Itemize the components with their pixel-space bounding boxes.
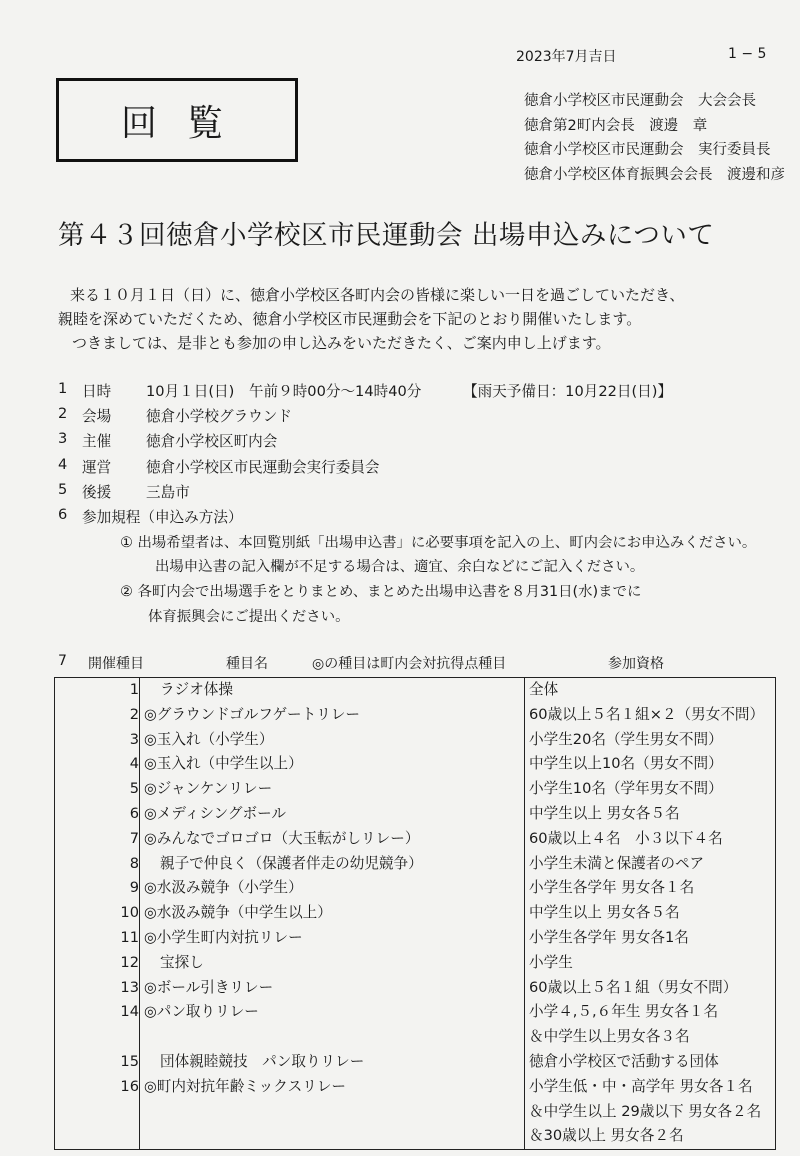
eligibility-line: 全体 xyxy=(529,681,559,698)
eligibility-line: 小学生未満と保護者のペア xyxy=(529,854,705,872)
event-number: 2 xyxy=(129,705,139,723)
item-label: 会場 xyxy=(82,408,112,425)
sender-line: 徳倉小学校区体育振興会会長 渡邊和彦 xyxy=(524,167,785,183)
eligibility-line: 中学生以上10名（男女不問） xyxy=(529,755,723,773)
item-value: 10月１日(日) 午前９時00分～14時40分 xyxy=(146,383,422,400)
event-names-cell xyxy=(140,678,525,1150)
scoring-mark: ◎ xyxy=(144,755,157,773)
document-title: 第４３回徳倉小学校区市民運動会 出場申込みについて xyxy=(58,220,715,251)
event-name xyxy=(140,901,524,926)
event-name xyxy=(140,852,524,877)
item-number: 7 xyxy=(58,653,67,669)
event-name xyxy=(140,752,524,777)
event-name-text: 小学生町内対抗リレー xyxy=(156,928,303,946)
scoring-mark: ◎ xyxy=(144,904,157,922)
event-number xyxy=(55,1124,139,1149)
event-number: 3 xyxy=(129,730,139,748)
scoring-mark: ◎ xyxy=(144,978,157,996)
sender-line: 徳倉小学校区市民運動会 大会会長 xyxy=(524,93,756,109)
event-name-text: メディシングボール xyxy=(156,804,286,822)
item-label: 参加規程（申込み方法） xyxy=(82,509,243,526)
event-name-text: 団体親睦競技 パン取りリレー xyxy=(160,1052,365,1070)
item-number: 5 xyxy=(58,481,68,498)
item-operator xyxy=(58,456,558,476)
event-name xyxy=(140,703,524,728)
event-name-text: ラジオ体操 xyxy=(160,681,233,698)
event-name-text: みんなでゴロゴロ（大玉転がしリレー） xyxy=(156,829,420,847)
eligibility-line: 中学生以上 男女各５名 xyxy=(529,804,680,822)
item-label: 後援 xyxy=(82,484,112,501)
item-value: 徳倉小学校区市民運動会実行委員会 xyxy=(146,459,380,476)
intro-line: 親睦を深めていただくため、徳倉小学校区市民運動会を下記のとおり開催いたします。 xyxy=(58,310,642,328)
event-number: 14 xyxy=(120,1003,139,1021)
event-name-text: グラウンドゴルフゲートリレー xyxy=(156,705,361,723)
event-number xyxy=(55,1100,139,1125)
eligibility-line: 小学生各学年 男女各１名 xyxy=(529,879,695,897)
event-number: 5 xyxy=(129,780,139,798)
eligibility-line: 小学生10名（学年男女不問） xyxy=(529,780,723,798)
rain-date: 【雨天予備日：10月22日(日)】 xyxy=(463,383,673,400)
eligibility-line: ＆中学生以上男女各３名 xyxy=(529,1028,690,1046)
event-name xyxy=(140,876,524,901)
eligibility-line: 小学生各学年 男女各1名 xyxy=(529,928,689,946)
event-name-text: 水汲み競争（中学生以上） xyxy=(156,904,332,922)
column-eligibility: 参加資格 xyxy=(608,656,664,672)
event-number: 16 xyxy=(120,1077,139,1095)
events-table xyxy=(54,677,776,1150)
event-name xyxy=(140,1124,524,1149)
event-number: 6 xyxy=(129,804,139,822)
event-name-text: 親子で仲良く（保護者伴走の幼児競争） xyxy=(160,854,423,872)
scoring-mark: ◎ xyxy=(144,829,157,847)
scoring-mark: ◎ xyxy=(144,780,157,798)
item-number: 4 xyxy=(58,456,68,473)
item-venue xyxy=(58,405,558,425)
event-name xyxy=(140,1000,524,1025)
scoring-mark: ◎ xyxy=(144,1077,157,1095)
event-number: 7 xyxy=(129,829,139,847)
event-name xyxy=(140,1025,524,1050)
item-rules xyxy=(58,506,558,526)
item-organizer xyxy=(58,430,558,450)
rule-line: ② 各町内会で出場選手をとりまとめ、まとめた出場申込書を８月31日(水)までに xyxy=(120,584,642,600)
item-number: 6 xyxy=(58,506,68,523)
event-name xyxy=(140,1075,524,1100)
sender-line: 徳倉小学校区市民運動会 実行委員長 xyxy=(524,142,771,158)
event-name-text: 町内対抗年齢ミックスリレー xyxy=(156,1077,347,1095)
item-datetime xyxy=(58,380,758,400)
eligibility-line: 小学生低・中・高学年 男女各１名 xyxy=(529,1077,753,1095)
event-name xyxy=(140,678,524,703)
eligibility-line: 中学生以上 男女各５名 xyxy=(529,904,680,922)
eligibility-line: 60歳以上４名 小３以下４名 xyxy=(529,829,723,847)
event-name-text: パン取りリレー xyxy=(156,1003,259,1021)
event-number: 4 xyxy=(129,755,139,773)
event-name-text: ボール引きリレー xyxy=(156,978,274,996)
scoring-mark: ◎ xyxy=(144,928,157,946)
kairan-title: 回覧 xyxy=(120,102,253,144)
event-name-text: ジャンケンリレー xyxy=(156,780,273,798)
scoring-mark: ◎ xyxy=(144,804,157,822)
eligibility-line: 60歳以上５名１組×２（男女不問） xyxy=(529,705,765,723)
event-name-text: 玉入れ（小学生） xyxy=(156,730,274,748)
eligibility-line: 小学生 xyxy=(529,953,573,971)
event-name-text: 玉入れ（中学生以上） xyxy=(156,755,303,773)
rule-line: ① 出場希望者は、本回覧別紙「出場申込書」に必要事項を記入の上、町内会にお申込みください。 xyxy=(120,535,757,551)
event-number: 11 xyxy=(120,928,139,946)
event-name xyxy=(140,1100,524,1125)
scoring-mark: ◎ xyxy=(144,730,157,748)
item-label: 運営 xyxy=(82,459,112,476)
event-number: 10 xyxy=(120,904,139,922)
intro-line: 来る１０月１日（日）に、徳倉小学校区各町内会の皆様に楽しい一日を過ごしていただき、 xyxy=(70,286,685,304)
eligibility-line: ＆中学生以上 29歳以下 男女各２名 xyxy=(529,1102,762,1120)
kairan-title-box xyxy=(56,78,298,162)
event-number: 9 xyxy=(129,879,139,897)
event-eligibility-cell xyxy=(525,678,776,1150)
events-header xyxy=(58,653,758,673)
eligibility-line: 小学４,５,６年生 男女各１名 xyxy=(529,1003,719,1021)
item-number: 3 xyxy=(58,430,68,447)
event-name xyxy=(140,951,524,976)
table-row xyxy=(55,678,776,1150)
event-name xyxy=(140,802,524,827)
event-number: 1 xyxy=(129,681,139,698)
scoring-mark: ◎ xyxy=(144,1003,157,1021)
event-name xyxy=(140,1050,524,1075)
eligibility-line: 小学生20名（学生男女不問） xyxy=(529,730,723,748)
event-name xyxy=(140,926,524,951)
item-value: 三島市 xyxy=(146,484,190,501)
item-number: 2 xyxy=(58,405,68,422)
intro-line: つきましては、是非とも参加の申し込みをいただきたく、ご案内申し上げます。 xyxy=(72,334,611,352)
item-sponsor xyxy=(58,481,558,501)
scoring-mark: ◎ xyxy=(144,705,157,723)
rule-line: 出場申込書の記入欄が不足する場合は、適宜、余白などにご記入ください。 xyxy=(155,559,645,575)
item-value: 徳倉小学校グラウンド xyxy=(146,408,292,425)
event-number: 8 xyxy=(129,854,139,872)
document-date: 2023年7月吉日 xyxy=(516,49,617,65)
event-name xyxy=(140,827,524,852)
sender-line: 徳倉第2町内会長 渡邊 章 xyxy=(524,118,708,134)
item-value: 徳倉小学校区町内会 xyxy=(146,433,278,450)
event-numbers-cell xyxy=(55,678,140,1150)
document-number: 1 − 5 xyxy=(728,46,767,62)
column-event-name: 種目名 xyxy=(226,656,268,672)
item-label: 日時 xyxy=(82,383,112,400)
event-number: 13 xyxy=(120,978,139,996)
events-label: 開催種目 xyxy=(88,656,144,672)
event-number: 15 xyxy=(120,1052,139,1070)
scoring-mark: ◎ xyxy=(144,879,157,897)
eligibility-line: ＆30歳以上 男女各２名 xyxy=(529,1127,684,1145)
event-number xyxy=(55,1025,139,1050)
event-name xyxy=(140,777,524,802)
item-number: 1 xyxy=(58,380,68,397)
eligibility-line: 60歳以上５名１組（男女不問） xyxy=(529,978,738,996)
event-name xyxy=(140,728,524,753)
eligibility-line: 徳倉小学校区で活動する団体 xyxy=(529,1052,719,1070)
event-name-text: 宝探し xyxy=(160,953,204,971)
item-label: 主催 xyxy=(82,433,112,450)
rule-line: 体育振興会にご提出ください。 xyxy=(148,609,350,625)
event-name-text: 水汲み競争（小学生） xyxy=(156,879,303,897)
event-number: 12 xyxy=(120,953,139,971)
event-name xyxy=(140,976,524,1001)
scoring-note: ◎の種目は町内会対抗得点種目 xyxy=(312,656,507,672)
